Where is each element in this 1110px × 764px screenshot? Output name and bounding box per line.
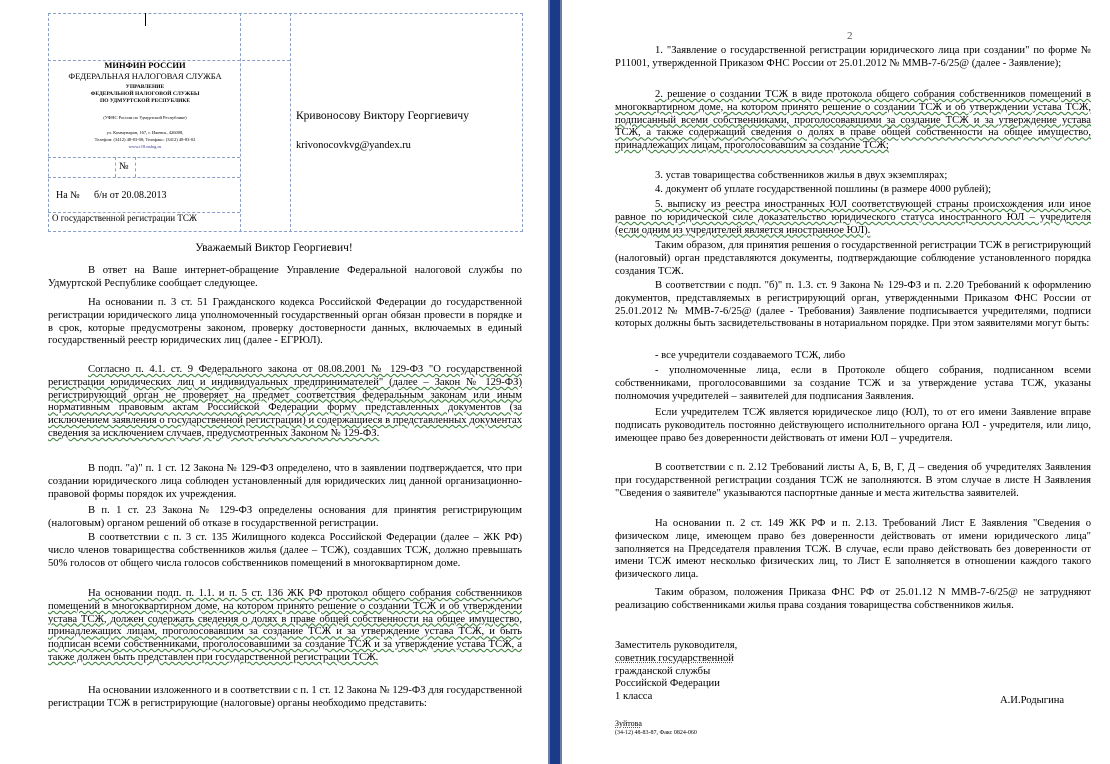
body-paragraph: На основании изложенного и в соответствии с п. 1 ст. 12 Закона № 129-ФЗ для государственной регистрации ТСЖ в регистрирующие (налоговые) органы необходимо представить: xyxy=(48,685,522,709)
ministry-name: МИНФИН РОССИИ xyxy=(104,60,186,70)
form-divider xyxy=(115,157,116,177)
body-paragraph: В п. 1 ст. 23 Закона № 129-ФЗ определены основания для принятия регистрирующим (налоговым) органом решений об отказе в государственной регистрации. xyxy=(48,505,522,529)
department-line: ПО УДМУРТСКОЙ РЕСПУБЛИКЕ xyxy=(99,98,191,104)
website-link[interactable]: www.r18.nalog.ru xyxy=(128,144,162,149)
executor-phone: (34-12) 48-83-87, Факс 0824-060 xyxy=(615,730,697,736)
reference-value[interactable]: б/н от 20.08.2013 xyxy=(94,190,167,201)
recipient-email[interactable]: krivonocovkvg@yandex.ru xyxy=(296,140,411,151)
signature-line: Заместитель руководителя, xyxy=(615,640,738,651)
body-paragraph: В соответствии с п. 2.12 Требований листы А, Б, В, Г, Д – сведения об учредителях Заявления при государственной регистрации создания ТСЖ не заполняются. В этом случае в листе Н Заявления "Сведения о заявителе" указываются паспортные данные и места жительства заявителей. xyxy=(615,462,1091,499)
list-item: 4. документ об уплате государственной пошлины (в размере 4000 рублей); xyxy=(655,184,992,195)
body-paragraph: - уполномоченные лица, если в Протоколе общего собрания, подписанном всеми собственниками, проголосовавшими за создание ТСЖ и за утверждение устава ТСЖ, указаны полномочия учредителей – заявителей для подписания Заявления. xyxy=(615,365,1091,402)
document-page-1 xyxy=(0,0,548,764)
reference-label: На № xyxy=(56,190,80,201)
list-item: - все учредители создаваемого ТСЖ, либо xyxy=(655,350,846,361)
body-paragraph: Таким образом, для принятия решения о государственной регистрации ТСЖ в регистрирующий (налоговый) орган представляются документы, подтверждающие соблюдение установленного порядка создания ТСЖ. xyxy=(615,240,1091,277)
signature-line: советник государственной xyxy=(615,652,734,664)
recipient-name[interactable]: Кривоносову Виктору Георгиевичу xyxy=(296,110,469,122)
list-item: 2. решение о создании ТСЖ в виде протокола общего собрания собственников помещений в многоквартирном доме, на котором принято решение о создании ТСЖ и об утверждении устава ТСЖ, подписанный всеми собственниками, проголосовавшими за создание ТСЖ и за утверждение устава ТСЖ, а также содержащий сведения о долях в праве общей собственности на общее имущество, принадлежащих лицам, проголосовавшим за создание ТСЖ; xyxy=(615,89,1091,152)
form-divider xyxy=(48,157,240,158)
signature-block xyxy=(615,640,815,704)
signer-name: А.И.Родыгина xyxy=(1000,695,1065,706)
signature-line: 1 класса xyxy=(615,691,653,703)
body-paragraph: В соответствии с п. 3 ст. 135 Жилищного кодекса Российской Федерации (далее – ЖК РФ) число членов товарищества собственников жилья (далее – ТСЖ), создавших ТСЖ, должно превышать 50% голосов от общего числа голосов собственников помещений в многоквартирном доме. xyxy=(48,532,522,569)
signature-line: гражданской службы xyxy=(615,665,711,677)
body-paragraph: На основании п. 3 ст. 51 Гражданского кодекса Российской Федерации до государственной регистрации юридического лица уполномоченный государственный орган обязан провести в порядке и в срок, которые предусмотрены законом, проверку достоверности данных, включаемых в единый государственный реестр юридических лиц (далее - ЕГРЮЛ). xyxy=(48,297,522,347)
department-line: ФЕДЕРАЛЬНОЙ НАЛОГОВОЙ СЛУЖБЫ xyxy=(90,91,200,97)
page-gap xyxy=(548,0,562,764)
list-item: 5. выписку из реестра иностранных ЮЛ соответствующей страны происхождения или иное равное по юридической силе доказательство юридического статуса иностранного ЮЛ – учредителя (если одним из учредителей является иностранное ЮЛ). xyxy=(615,199,1091,236)
body-paragraph: В соответствии с подп. "б)" п. 1.3. ст. 9 Закона № 129-ФЗ и п. 2.20 Требований к оформлению документов, представляемых в регистрирующий орган, утвержденными Приказом ФНС России от 25.01.2012 № ММВ-7-6/25@ (далее - Требования) Заявление подписывается учредителями, подписи которых должны быть засвидетельствованы в нотариальном порядке. При этом заявителями могут быть: xyxy=(615,280,1091,330)
signature-line: Российской Федерации xyxy=(615,678,720,690)
form-divider xyxy=(240,13,241,232)
body-paragraph: На основании п. 2 ст. 149 ЖК РФ и п. 2.13. Требований Лист Е Заявления "Сведения о физическом лице, имеющем право без доверенности действовать от имени юридического лица" заполняется на Председателя правления ТСЖ. В случае, если право действовать без доверенности от имени ТСЖ имеют несколько физических лиц, то Лист Е заполняется в отношении каждого такого физического лица. xyxy=(615,518,1091,581)
list-item: 1. "Заявление о государственной регистрации юридического лица при создании" по форме № Р11001, утвержденной Приказом ФНС России от 25.01.2012 № ММВ-7-6/25@ (далее - Заявление); xyxy=(615,45,1091,69)
greeting: Уважаемый Виктор Георгиевич! xyxy=(195,242,353,254)
department-short-name: (УФНС России по Удмуртской Республике) xyxy=(103,115,187,120)
letter-subject[interactable]: О государственной регистрации ТСЖ xyxy=(52,213,197,223)
phone-line: Телефон: (3412) 48-83-00; Телефакс: (3412) 48-83-02 xyxy=(94,137,196,142)
address-line: ул. Коммунаров, 167, г. Ижевск, 426008, xyxy=(106,130,184,135)
body-paragraph: Согласно п. 4.1. ст. 9 Федерального закона от 08.08.2001 № 129-ФЗ "О государственной регистрации юридических лиц и индивидуальных предпринимателей" (далее – Закон № 129-ФЗ) регистрирующий орган не проверяет на предмет соответствия федеральным законам или иным нормативным правовым актам Российской Федерации форму представленных документов (за исключением заявления о государственной регистрации) и содержащиеся в представленных документах сведения за исключением случаев, предусмотренных Законом № 129-ФЗ. xyxy=(48,364,522,439)
form-divider xyxy=(290,13,291,232)
form-divider xyxy=(135,157,136,177)
text-cursor xyxy=(145,13,146,26)
list-item: 3. устав товарищества собственников жилья в двух экземплярах; xyxy=(655,170,948,181)
page-number: 2 xyxy=(847,30,853,42)
department-line: УПРАВЛЕНИЕ xyxy=(125,84,165,90)
executor-name: Зуйтова xyxy=(615,719,642,728)
outgoing-number-label: № xyxy=(119,161,129,172)
body-paragraph: В подп. "а)" п. 1 ст. 12 Закона № 129-ФЗ определено, что в заявлении подтверждается, что при создании юридического лица соблюден установленный для юридических лиц данной организационно-правовой формы порядок их учреждения. xyxy=(48,463,522,500)
form-divider xyxy=(48,177,240,178)
body-paragraph: Таким образом, положения Приказа ФНС РФ от 25.01.12 N ММВ-7-6/25@ не затрудняют реализацию собственниками жилья права создания товарищества собственников жилья. xyxy=(615,587,1091,611)
service-name: ФЕДЕРАЛЬНАЯ НАЛОГОВАЯ СЛУЖБА xyxy=(68,71,222,81)
body-paragraph: В ответ на Ваше интернет-обращение Управление Федеральной налоговой службы по Удмуртской Республике сообщает следующее. xyxy=(48,265,522,289)
body-paragraph: На основании подп. п. 1.1. и п. 5 ст. 136 ЖК РФ протокол общего собрания собственников помещений в многоквартирном доме, на котором принято решение о создании ТСЖ и об утверждении устава ТСЖ, должен содержать сведения о долях в праве общей собственности на общее имущество, принадлежащих лицам, проголосовавшим за создание ТСЖ и за утверждение устава ТСЖ, и быть подписан всеми собственниками, проголосовавшими за создание ТСЖ и за утверждение устава ТСЖ, а также должен быть представлен при государственной регистрации ТСЖ. xyxy=(48,588,522,663)
body-paragraph: Если учредителем ТСЖ является юридическое лицо (ЮЛ), то от его имени Заявление вправе подписать руководитель постоянно действующего исполнительного органа ЮЛ - учредителя, или лицо, имеющее право без доверенности действовать от имени ЮЛ – учредителя. xyxy=(615,407,1091,444)
